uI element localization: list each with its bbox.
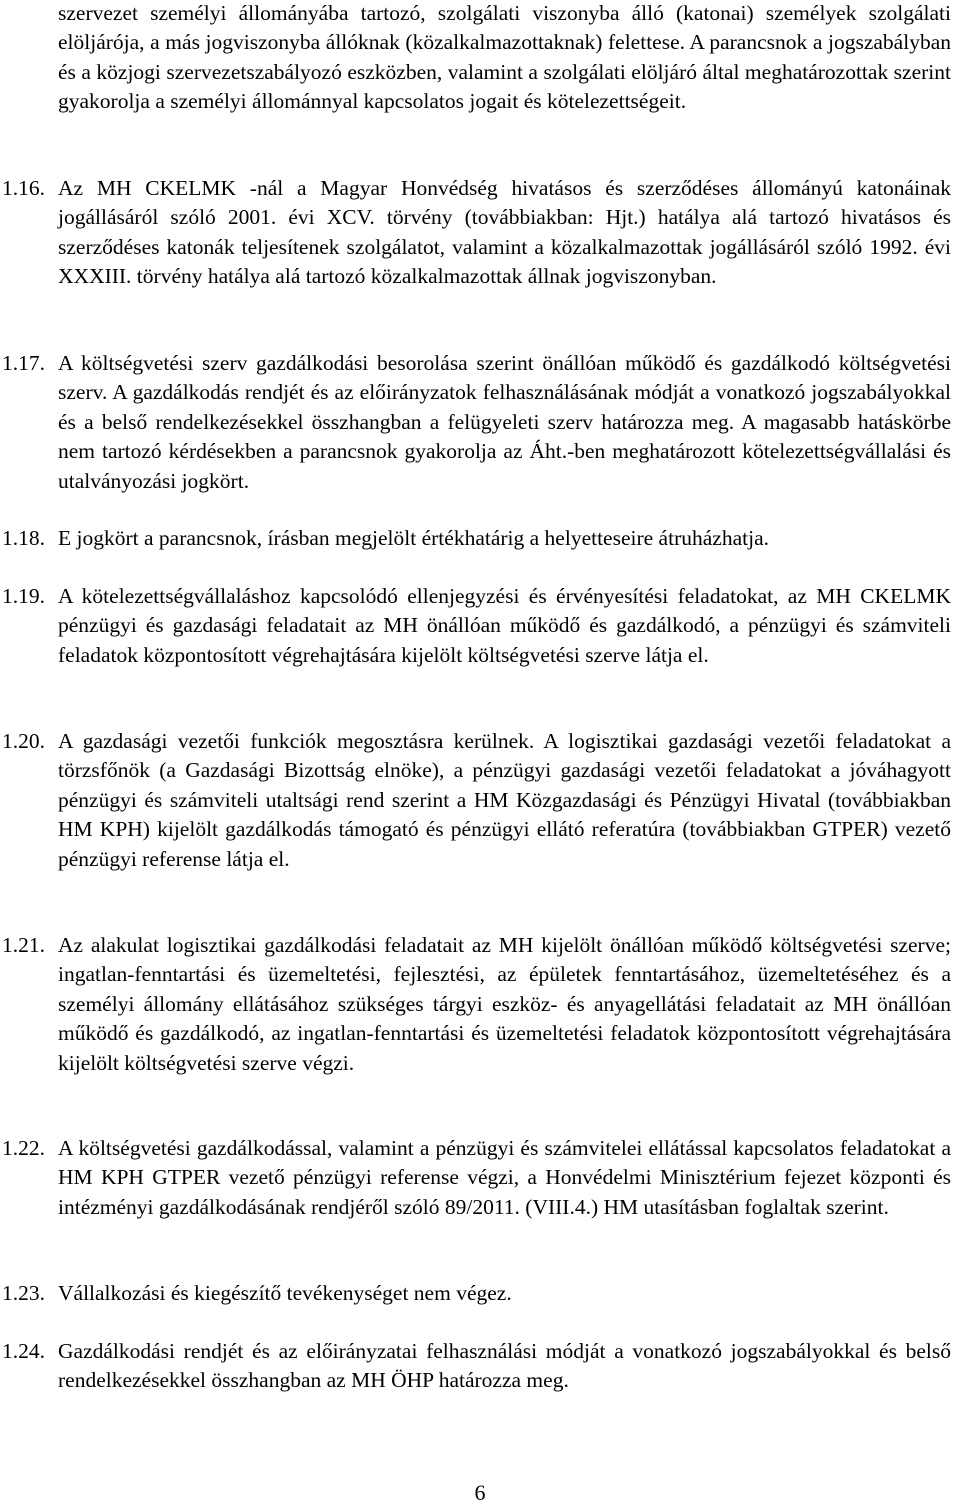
section-1-21 <box>0 931 951 1078</box>
section-text: Gazdálkodási rendjét és az előirányzatai felhasználási módját a vonatkozó jogszabályokkal és belső rendelkezésekkel összhangban az MH ÖHP határozza meg. <box>58 1339 951 1393</box>
section-text: A kötelezettségvállaláshoz kapcsolódó ellenjegyzési és érvényesítési feladatokat, az MH CKELMK pénzügyi és gazdasági feladatait az MH önállóan működő és gazdálkodó, a pénzügyi és számviteli feladatok központosított végrehajtására kijelölt költségvetési szerve látja el. <box>58 584 951 667</box>
section-text: E jogkört a parancsnok, írásban megjelölt értékhatárig a helyetteseire átruházhatja. <box>58 526 769 550</box>
section-1-17 <box>0 349 951 496</box>
section-1-23 <box>0 1279 951 1308</box>
section-number: 1.23. <box>2 1281 45 1305</box>
section-1-18 <box>0 524 951 553</box>
section-1-19 <box>0 582 951 670</box>
section-1-20 <box>0 727 951 874</box>
section-1-22 <box>0 1134 951 1222</box>
section-number: 1.19. <box>2 584 45 608</box>
page-number: 6 <box>474 1480 486 1505</box>
section-1-16 <box>0 174 951 292</box>
section-number: 1.17. <box>2 351 45 375</box>
section-text: A költségvetési szerv gazdálkodási besorolása szerint önállóan működő és gazdálkodó költségvetési szerv. A gazdálkodás rendjét és az előirányzatok felhasználásának módját a vonatkozó jogszabályokkal és a belső rendelkezésekkel összhangban a felügyeleti szerv határozza meg. A magasabb hatáskörbe nem tartozó kérdésekben a parancsnok gyakorolja az Áht.-ben meghatározott kötelezettségvállalási és utalványozási jogkört. <box>58 351 951 493</box>
section-number: 1.21. <box>2 933 45 957</box>
section-text: A költségvetési gazdálkodással, valamint a pénzügyi és számvitelei ellátással kapcsolatos feladatokat a HM KPH GTPER vezető pénzügyi referense végzi, a Honvédelmi Minisztérium fejezet központi és intézményi gazdálkodásának rendjéről szóló 89/2011. (VIII.4.) HM utasításban foglaltak szerint. <box>58 1136 951 1219</box>
section-number: 1.24. <box>2 1339 45 1363</box>
continuation-paragraph: szervezet személyi állományába tartozó, szolgálati viszonyba álló (katonai) személyek szolgálati elöljárója, a más jogviszonyba állóknak (közalkalmazottaknak) felettese. A parancsnok a jogszabályban és a közjogi szervezetszabályozó eszközben, valamint a szolgálati elöljáró által meghatározottak szerint gyakorolja a személyi állománnyal kapcsolatos jogait és kötelezettségeit. <box>58 1 951 114</box>
section-number: 1.16. <box>2 176 45 200</box>
section-text: Az alakulat logisztikai gazdálkodási feladatait az MH kijelölt önállóan működő költségvetési szerve; ingatlan-fenntartási és üzemeltetési, fejlesztési, az épületek fenntartásához, üzemeltetéséhez és a személyi állomány ellátásához szükséges tárgyi eszköz- és anyagellátási feladatait az MH önállóan működő és gazdálkodó, az ingatlan-fenntartási és üzemeltetési feladatok központosított végrehajtására kijelölt költségvetési szerve végzi. <box>58 933 951 1075</box>
section-1-24 <box>0 1337 951 1396</box>
section-text: Vállalkozási és kiegészítő tevékenységet nem végez. <box>58 1281 512 1305</box>
section-text: A gazdasági vezetői funkciók megosztásra kerülnek. A logisztikai gazdasági vezetői feladatokat a törzsfőnök (a Gazdasági Bizottság elnöke), a pénzügyi gazdasági vezetői feladatokat a jóváhagyott pénzügyi és számviteli utaltsági rend szerint a HM Közgazdasági és Pénzügyi Hivatal (továbbiakban HM KPH) kijelölt gazdálkodás támogató és pénzügyi ellátó referatúra (továbbiakban GTPER) vezető pénzügyi referense látja el. <box>58 729 951 871</box>
section-number: 1.20. <box>2 729 45 753</box>
section-number: 1.18. <box>2 526 45 550</box>
section-number: 1.22. <box>2 1136 45 1160</box>
section-text: Az MH CKELMK -nál a Magyar Honvédség hivatásos és szerződéses állományú katonáinak jogállásáról szóló 2001. évi XCV. törvény (továbbiakban: Hjt.) hatálya alá tartozó hivatásos és szerződéses katonák teljesítenek szolgálatot, valamint a közalkalmazottak jogállásáról szóló 1992. évi XXXIII. törvény hatálya alá tartozó közalkalmazottak állnak jogviszonyban. <box>58 176 951 289</box>
